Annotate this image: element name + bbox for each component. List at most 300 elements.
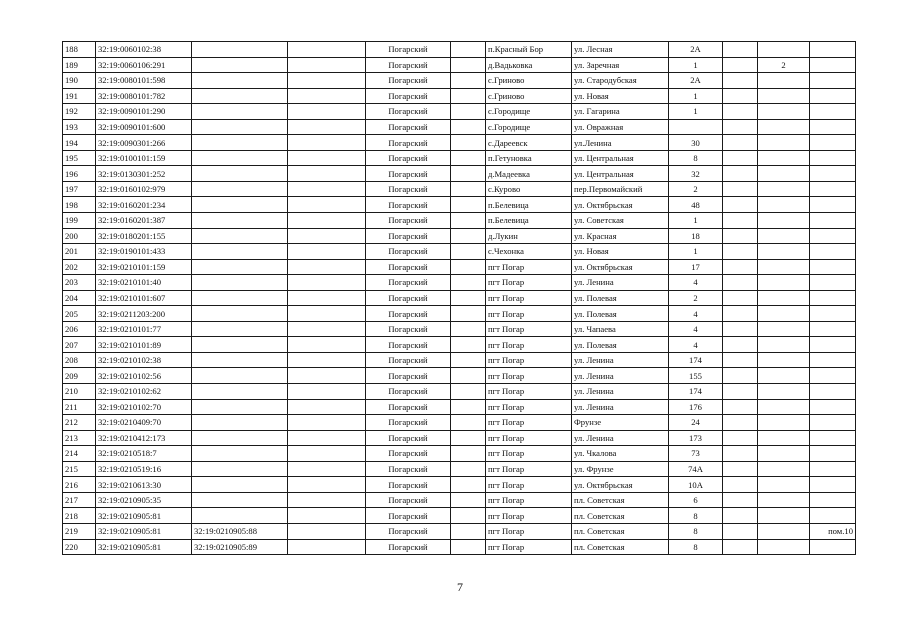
empty-cell xyxy=(451,42,486,58)
street-cell: ул. Овражная xyxy=(572,119,669,135)
house-number-cell: 1 xyxy=(669,57,723,73)
locality-cell: с.Городище xyxy=(486,104,572,120)
row-number-cell: 219 xyxy=(63,523,96,539)
empty-cell xyxy=(288,384,366,400)
page-number: 7 xyxy=(457,580,463,594)
district-cell: Погарский xyxy=(366,306,451,322)
empty-cell xyxy=(451,477,486,493)
empty-cell xyxy=(451,88,486,104)
cadastral-number-cell: 32:19:0210905:81 xyxy=(96,523,192,539)
linked-cadastral-number-cell xyxy=(192,73,288,89)
table-row xyxy=(63,461,856,477)
note-cell xyxy=(810,150,856,166)
cadastral-number-cell: 32:19:0210102:70 xyxy=(96,399,192,415)
locality-cell: п.Гетуновка xyxy=(486,150,572,166)
extra-cell xyxy=(758,321,810,337)
empty-cell xyxy=(288,88,366,104)
extra-cell xyxy=(758,135,810,151)
cadastral-number-cell: 32:19:0060106:291 xyxy=(96,57,192,73)
extra-cell xyxy=(723,492,758,508)
cadastral-number-cell: 32:19:0130301:252 xyxy=(96,166,192,182)
extra-cell xyxy=(723,368,758,384)
cadastral-number-cell: 32:19:0160201:234 xyxy=(96,197,192,213)
extra-cell xyxy=(723,415,758,431)
extra-cell xyxy=(758,42,810,58)
note-cell xyxy=(810,228,856,244)
cadastral-number-cell: 32:19:0210102:56 xyxy=(96,368,192,384)
table-row xyxy=(63,213,856,229)
empty-cell xyxy=(451,461,486,477)
empty-cell xyxy=(288,166,366,182)
extra-cell xyxy=(723,259,758,275)
district-cell: Погарский xyxy=(366,384,451,400)
table-row xyxy=(63,306,856,322)
table-row xyxy=(63,88,856,104)
street-cell: Фрунзе xyxy=(572,415,669,431)
table-row xyxy=(63,228,856,244)
locality-cell: пгт Погар xyxy=(486,461,572,477)
empty-cell xyxy=(288,73,366,89)
district-cell: Погарский xyxy=(366,492,451,508)
locality-cell: с.Чехонка xyxy=(486,244,572,260)
locality-cell: пгт Погар xyxy=(486,508,572,524)
empty-cell xyxy=(288,446,366,462)
extra-cell xyxy=(758,461,810,477)
row-number-cell: 207 xyxy=(63,337,96,353)
note-cell xyxy=(810,415,856,431)
house-number-cell: 174 xyxy=(669,352,723,368)
empty-cell xyxy=(288,57,366,73)
district-cell: Погарский xyxy=(366,275,451,291)
extra-cell xyxy=(758,104,810,120)
empty-cell xyxy=(288,290,366,306)
district-cell: Погарский xyxy=(366,508,451,524)
cadastral-number-cell: 32:19:0210102:62 xyxy=(96,384,192,400)
table-row xyxy=(63,244,856,260)
linked-cadastral-number-cell xyxy=(192,430,288,446)
locality-cell: пгт Погар xyxy=(486,337,572,353)
district-cell: Погарский xyxy=(366,259,451,275)
house-number-cell xyxy=(669,119,723,135)
empty-cell xyxy=(288,492,366,508)
extra-cell xyxy=(758,197,810,213)
street-cell: ул. Новая xyxy=(572,88,669,104)
table-row xyxy=(63,384,856,400)
house-number-cell: 24 xyxy=(669,415,723,431)
house-number-cell: 1 xyxy=(669,213,723,229)
street-cell: ул. Фрунзе xyxy=(572,461,669,477)
extra-cell xyxy=(758,508,810,524)
district-cell: Погарский xyxy=(366,539,451,555)
empty-cell xyxy=(451,430,486,446)
table-row xyxy=(63,368,856,384)
empty-cell xyxy=(451,135,486,151)
linked-cadastral-number-cell xyxy=(192,477,288,493)
district-cell: Погарский xyxy=(366,57,451,73)
street-cell: ул. Полевая xyxy=(572,337,669,353)
table-row xyxy=(63,73,856,89)
house-number-cell: 4 xyxy=(669,321,723,337)
extra-cell xyxy=(723,539,758,555)
extra-cell xyxy=(758,275,810,291)
cadastral-number-cell: 32:19:0210518:7 xyxy=(96,446,192,462)
empty-cell xyxy=(288,228,366,244)
district-cell: Погарский xyxy=(366,119,451,135)
row-number-cell: 220 xyxy=(63,539,96,555)
district-cell: Погарский xyxy=(366,321,451,337)
district-cell: Погарский xyxy=(366,213,451,229)
extra-cell xyxy=(723,197,758,213)
cadastral-number-cell: 32:19:0210101:89 xyxy=(96,337,192,353)
note-cell xyxy=(810,213,856,229)
empty-cell xyxy=(451,73,486,89)
extra-cell xyxy=(758,88,810,104)
house-number-cell: 174 xyxy=(669,384,723,400)
property-register-table xyxy=(62,41,856,555)
row-number-cell: 188 xyxy=(63,42,96,58)
district-cell: Погарский xyxy=(366,135,451,151)
row-number-cell: 199 xyxy=(63,213,96,229)
linked-cadastral-number-cell xyxy=(192,119,288,135)
row-number-cell: 216 xyxy=(63,477,96,493)
district-cell: Погарский xyxy=(366,430,451,446)
linked-cadastral-number-cell xyxy=(192,399,288,415)
extra-cell xyxy=(723,228,758,244)
note-cell xyxy=(810,539,856,555)
empty-cell xyxy=(451,119,486,135)
empty-cell xyxy=(288,104,366,120)
table-row xyxy=(63,446,856,462)
extra-cell xyxy=(723,88,758,104)
house-number-cell: 4 xyxy=(669,275,723,291)
note-cell xyxy=(810,352,856,368)
locality-cell: д.Лукин xyxy=(486,228,572,244)
extra-cell xyxy=(758,399,810,415)
table-row xyxy=(63,539,856,555)
district-cell: Погарский xyxy=(366,73,451,89)
row-number-cell: 210 xyxy=(63,384,96,400)
empty-cell xyxy=(288,539,366,555)
cadastral-number-cell: 32:19:0210412:173 xyxy=(96,430,192,446)
empty-cell xyxy=(288,337,366,353)
row-number-cell: 190 xyxy=(63,73,96,89)
linked-cadastral-number-cell: 32:19:0210905:89 xyxy=(192,539,288,555)
empty-cell xyxy=(451,213,486,229)
extra-cell xyxy=(723,446,758,462)
empty-cell xyxy=(451,539,486,555)
linked-cadastral-number-cell xyxy=(192,228,288,244)
empty-cell xyxy=(288,244,366,260)
row-number-cell: 198 xyxy=(63,197,96,213)
empty-cell xyxy=(451,321,486,337)
extra-cell xyxy=(723,213,758,229)
house-number-cell: 173 xyxy=(669,430,723,446)
row-number-cell: 203 xyxy=(63,275,96,291)
empty-cell xyxy=(288,508,366,524)
extra-cell xyxy=(758,290,810,306)
extra-cell xyxy=(758,337,810,353)
locality-cell: пгт Погар xyxy=(486,321,572,337)
cadastral-number-cell: 32:19:0090101:600 xyxy=(96,119,192,135)
note-cell xyxy=(810,368,856,384)
row-number-cell: 214 xyxy=(63,446,96,462)
empty-cell xyxy=(451,228,486,244)
empty-cell xyxy=(451,415,486,431)
row-number-cell: 192 xyxy=(63,104,96,120)
house-number-cell: 1 xyxy=(669,244,723,260)
house-number-cell: 10А xyxy=(669,477,723,493)
locality-cell: пгт Погар xyxy=(486,399,572,415)
extra-cell xyxy=(723,523,758,539)
street-cell: ул. Ленина xyxy=(572,384,669,400)
table-body xyxy=(63,42,856,555)
table-row xyxy=(63,337,856,353)
extra-cell xyxy=(723,275,758,291)
empty-cell xyxy=(288,461,366,477)
district-cell: Погарский xyxy=(366,197,451,213)
empty-cell xyxy=(288,259,366,275)
table-row xyxy=(63,399,856,415)
table-row xyxy=(63,166,856,182)
empty-cell xyxy=(451,306,486,322)
extra-cell xyxy=(723,166,758,182)
cadastral-number-cell: 32:19:0211203:200 xyxy=(96,306,192,322)
linked-cadastral-number-cell xyxy=(192,321,288,337)
locality-cell: пгт Погар xyxy=(486,492,572,508)
house-number-cell: 2 xyxy=(669,290,723,306)
empty-cell xyxy=(288,306,366,322)
extra-cell xyxy=(723,150,758,166)
note-cell xyxy=(810,306,856,322)
district-cell: Погарский xyxy=(366,181,451,197)
linked-cadastral-number-cell xyxy=(192,461,288,477)
linked-cadastral-number-cell xyxy=(192,181,288,197)
extra-cell xyxy=(758,368,810,384)
house-number-cell: 17 xyxy=(669,259,723,275)
table-row xyxy=(63,104,856,120)
empty-cell xyxy=(451,399,486,415)
table-row xyxy=(63,259,856,275)
street-cell: ул. Центральная xyxy=(572,166,669,182)
empty-cell xyxy=(288,42,366,58)
extra-cell xyxy=(723,57,758,73)
linked-cadastral-number-cell xyxy=(192,492,288,508)
extra-cell xyxy=(723,73,758,89)
table-row xyxy=(63,430,856,446)
street-cell: ул. Полевая xyxy=(572,306,669,322)
row-number-cell: 211 xyxy=(63,399,96,415)
table-row xyxy=(63,119,856,135)
linked-cadastral-number-cell xyxy=(192,244,288,260)
note-cell xyxy=(810,430,856,446)
note-cell xyxy=(810,399,856,415)
table-row xyxy=(63,57,856,73)
row-number-cell: 206 xyxy=(63,321,96,337)
empty-cell xyxy=(288,477,366,493)
locality-cell: с.Гриново xyxy=(486,73,572,89)
note-cell xyxy=(810,181,856,197)
extra-cell xyxy=(723,181,758,197)
table-row xyxy=(63,290,856,306)
cadastral-number-cell: 32:19:0210102:38 xyxy=(96,352,192,368)
linked-cadastral-number-cell xyxy=(192,213,288,229)
table-row xyxy=(63,352,856,368)
linked-cadastral-number-cell xyxy=(192,415,288,431)
house-number-cell: 8 xyxy=(669,523,723,539)
extra-cell xyxy=(758,477,810,493)
house-number-cell: 155 xyxy=(669,368,723,384)
linked-cadastral-number-cell xyxy=(192,368,288,384)
empty-cell xyxy=(451,197,486,213)
locality-cell: с.Городище xyxy=(486,119,572,135)
house-number-cell: 8 xyxy=(669,539,723,555)
note-cell xyxy=(810,337,856,353)
house-number-cell: 32 xyxy=(669,166,723,182)
extra-cell xyxy=(723,430,758,446)
street-cell: ул. Ленина xyxy=(572,368,669,384)
cadastral-number-cell: 32:19:0180201:155 xyxy=(96,228,192,244)
note-cell xyxy=(810,88,856,104)
note-cell: пом.10 xyxy=(810,523,856,539)
extra-cell xyxy=(723,337,758,353)
note-cell xyxy=(810,508,856,524)
house-number-cell: 73 xyxy=(669,446,723,462)
table-row xyxy=(63,415,856,431)
street-cell: пл. Советская xyxy=(572,492,669,508)
table-row xyxy=(63,508,856,524)
street-cell: ул. Чапаева xyxy=(572,321,669,337)
note-cell xyxy=(810,461,856,477)
locality-cell: с.Дареевск xyxy=(486,135,572,151)
locality-cell: пгт Погар xyxy=(486,384,572,400)
note-cell xyxy=(810,135,856,151)
table-row xyxy=(63,150,856,166)
locality-cell: с.Курово xyxy=(486,181,572,197)
locality-cell: пгт Погар xyxy=(486,523,572,539)
district-cell: Погарский xyxy=(366,368,451,384)
empty-cell xyxy=(451,446,486,462)
cadastral-number-cell: 32:19:0210613:30 xyxy=(96,477,192,493)
locality-cell: пгт Погар xyxy=(486,290,572,306)
locality-cell: пгт Погар xyxy=(486,259,572,275)
extra-cell xyxy=(758,523,810,539)
house-number-cell: 8 xyxy=(669,508,723,524)
street-cell: ул. Центральная xyxy=(572,150,669,166)
note-cell xyxy=(810,477,856,493)
row-number-cell: 209 xyxy=(63,368,96,384)
row-number-cell: 215 xyxy=(63,461,96,477)
locality-cell: пгт Погар xyxy=(486,539,572,555)
linked-cadastral-number-cell xyxy=(192,446,288,462)
empty-cell xyxy=(288,197,366,213)
cadastral-number-cell: 32:19:0080101:598 xyxy=(96,73,192,89)
locality-cell: п.Белевица xyxy=(486,213,572,229)
row-number-cell: 200 xyxy=(63,228,96,244)
table-row xyxy=(63,275,856,291)
row-number-cell: 205 xyxy=(63,306,96,322)
street-cell: ул. Красная xyxy=(572,228,669,244)
district-cell: Погарский xyxy=(366,88,451,104)
house-number-cell: 30 xyxy=(669,135,723,151)
street-cell: ул. Гагарина xyxy=(572,104,669,120)
table-row xyxy=(63,321,856,337)
empty-cell xyxy=(288,523,366,539)
locality-cell: пгт Погар xyxy=(486,446,572,462)
street-cell: ул. Ленина xyxy=(572,352,669,368)
empty-cell xyxy=(288,213,366,229)
extra-cell xyxy=(723,104,758,120)
cadastral-number-cell: 32:19:0210101:77 xyxy=(96,321,192,337)
cadastral-number-cell: 32:19:0100101:159 xyxy=(96,150,192,166)
district-cell: Погарский xyxy=(366,42,451,58)
cadastral-number-cell: 32:19:0210101:40 xyxy=(96,275,192,291)
house-number-cell: 48 xyxy=(669,197,723,213)
note-cell xyxy=(810,446,856,462)
row-number-cell: 195 xyxy=(63,150,96,166)
table-row xyxy=(63,197,856,213)
linked-cadastral-number-cell xyxy=(192,197,288,213)
empty-cell xyxy=(288,430,366,446)
extra-cell xyxy=(723,384,758,400)
linked-cadastral-number-cell xyxy=(192,150,288,166)
linked-cadastral-number-cell xyxy=(192,275,288,291)
linked-cadastral-number-cell xyxy=(192,306,288,322)
note-cell xyxy=(810,275,856,291)
table-row xyxy=(63,42,856,58)
note-cell xyxy=(810,244,856,260)
extra-cell xyxy=(723,135,758,151)
linked-cadastral-number-cell xyxy=(192,42,288,58)
linked-cadastral-number-cell xyxy=(192,135,288,151)
house-number-cell: 2А xyxy=(669,42,723,58)
locality-cell: пгт Погар xyxy=(486,368,572,384)
note-cell xyxy=(810,259,856,275)
empty-cell xyxy=(288,150,366,166)
row-number-cell: 202 xyxy=(63,259,96,275)
district-cell: Погарский xyxy=(366,523,451,539)
linked-cadastral-number-cell xyxy=(192,57,288,73)
note-cell xyxy=(810,384,856,400)
street-cell: ул. Лесная xyxy=(572,42,669,58)
district-cell: Погарский xyxy=(366,399,451,415)
house-number-cell: 4 xyxy=(669,306,723,322)
empty-cell xyxy=(451,181,486,197)
locality-cell: пгт Погар xyxy=(486,275,572,291)
cadastral-number-cell: 32:19:0190101:433 xyxy=(96,244,192,260)
locality-cell: п.Красный Бор xyxy=(486,42,572,58)
locality-cell: пгт Погар xyxy=(486,430,572,446)
locality-cell: д.Вадьковка xyxy=(486,57,572,73)
linked-cadastral-number-cell xyxy=(192,290,288,306)
extra-cell xyxy=(758,244,810,260)
extra-cell xyxy=(758,306,810,322)
empty-cell xyxy=(451,508,486,524)
empty-cell xyxy=(288,399,366,415)
district-cell: Погарский xyxy=(366,446,451,462)
street-cell: ул.Ленина xyxy=(572,135,669,151)
note-cell xyxy=(810,73,856,89)
house-number-cell: 74А xyxy=(669,461,723,477)
empty-cell xyxy=(288,135,366,151)
note-cell xyxy=(810,321,856,337)
district-cell: Погарский xyxy=(366,150,451,166)
extra-cell xyxy=(723,244,758,260)
row-number-cell: 212 xyxy=(63,415,96,431)
empty-cell xyxy=(451,352,486,368)
street-cell: ул. Октябрьская xyxy=(572,477,669,493)
house-number-cell: 4 xyxy=(669,337,723,353)
locality-cell: с.Гриново xyxy=(486,88,572,104)
